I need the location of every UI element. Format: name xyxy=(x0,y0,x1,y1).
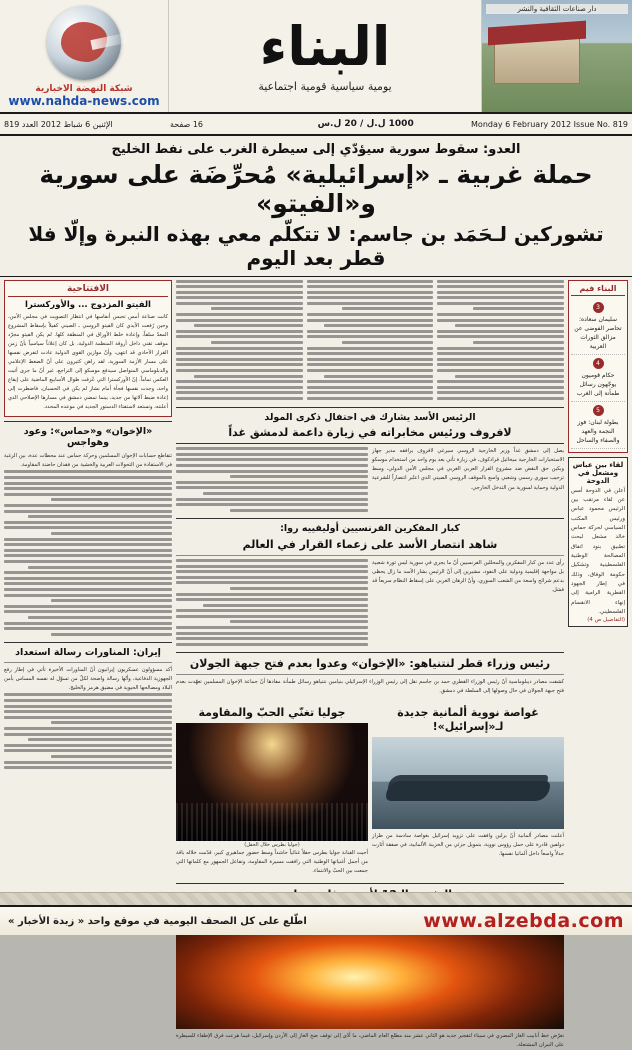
article-body: أعلنت مصادر ألمانية أنّ برلين وافقت على تزويد إسرائيل بغواصة سادسة من طراز دولفين قادرة على حمل رؤوس نووية، بتمويل جزئي من الخزينة الألمانية، في صفقة أثارت جدلاً واسعاً داخل ألمانيا نفسها. xyxy=(372,832,564,858)
article-body: رأى عدد من كبار المفكرين والمحللين الفرنسيين أنّ ما يجري في سورية ليس ثورة شعبية بل مواجهة إقليمية ودولية على النفوذ، مشيرين إلى أنّ الرئيس بشار الأسد ما زال يحظى بدعم شرائح واسعة من الشعب السوري، وأنّ الرهان الغربي على إسقاط النظام سريعاً قد فشل. xyxy=(372,559,564,594)
article-damascus-visit[interactable] xyxy=(176,407,564,515)
concert-photo xyxy=(176,723,368,841)
footer-url[interactable]: www.alzebda.com xyxy=(423,910,624,932)
newspaper-subtitle: يومية سياسية قومية اجتماعية xyxy=(258,79,392,93)
masthead-title-block xyxy=(169,0,481,112)
news-column-text xyxy=(437,280,564,400)
page-count: 16 صفحة xyxy=(169,119,204,129)
article-column xyxy=(372,559,564,649)
newspaper-title: البناء xyxy=(259,14,391,78)
text-lines xyxy=(176,559,368,646)
article-iran-maneuvers[interactable] xyxy=(4,642,172,771)
issue-date-en: Monday 6 February 2012 Issue No. 819 xyxy=(471,119,628,129)
article-body: تتقاطع حسابات الإخوان المسلمين وحركة حماس عند محطات عدة، بين الرغبة في الاستفادة من التحولات العربية والخشية من فقدان حاضنة المقاومة. xyxy=(4,453,172,469)
index-item[interactable] xyxy=(571,299,625,355)
divider xyxy=(176,443,564,444)
text-lines xyxy=(4,693,172,769)
editorial-title: الفيتو المزدوج ... والأوركسترا xyxy=(25,299,151,310)
building-photo xyxy=(482,0,632,112)
right-small-box-more[interactable]: (التفاصيل ص 4) xyxy=(587,617,625,624)
index-item-number: 4 xyxy=(593,358,604,369)
article-body: كشفت مصادر ديبلوماسية أنّ رئيس الوزراء القطري حمد بن جاسم نقل إلى رئيس الوزراء الإسرائيلي بنيامين نتنياهو رسائل طمأنة مفادها أنّ جماعة الإخوان المسلمين تعهّدت بعدم فتح جبهة الجولان في حال وصولها إلى السلطة في دمشق. xyxy=(176,679,564,695)
footer-slogan: اطّلع على كل الصحف اليومية في موقع واحد « زبدة الأخبار » xyxy=(8,915,307,927)
submarine-photo xyxy=(372,737,564,829)
article-headline: شاهد انتصار الأسد على زعماء القرار في العالم xyxy=(242,538,498,552)
network-logo-block[interactable] xyxy=(0,0,169,112)
text-lines xyxy=(307,280,434,400)
text-lines xyxy=(437,280,564,400)
headline-block xyxy=(0,136,632,277)
index-item-text: حكام قوميون يوجّهون رسائل طمأنة إلى الغرب xyxy=(576,371,620,397)
masthead-banner-text: دار صناعات الثقافية والنشر xyxy=(486,4,628,14)
article-julia-concert[interactable] xyxy=(176,704,368,876)
article-filler xyxy=(4,470,172,635)
photo-caption: (جوليا بطرس خلال الحفل) xyxy=(244,842,300,849)
index-item[interactable] xyxy=(571,355,625,402)
article-body-continued xyxy=(176,447,368,512)
index-item-number: 5 xyxy=(593,405,604,416)
article-headline: جوليا تغنّي الحبّ والمقاومة xyxy=(198,706,346,720)
article-column xyxy=(176,447,368,514)
index-item[interactable] xyxy=(571,402,625,449)
article-headline: لافروف ورئيس مخابراته في زيارة داعمة لدمشق غداً xyxy=(228,426,512,440)
network-label: شبكة النهضة الاخبارية xyxy=(35,84,133,94)
globe-icon xyxy=(47,6,121,80)
article-headline: «الإخوان» و«حماس»: وعود وهواجس xyxy=(23,425,153,449)
article-headline: رئيس وزراء قطر لنتنياهو: «الإخوان» وعدوا بعدم فتح جبهة الجولان xyxy=(189,657,551,671)
text-lines xyxy=(176,280,303,400)
article-headline: غواصة نووية ألمانية جديدة لـ«إسرائيل»! xyxy=(397,706,539,734)
article-kicker: كبار المفكرين الفرنسيين أوليفييه روا: xyxy=(280,523,460,535)
headline-main: حملة غربية ـ «إسرائيلية» مُحرِّضَة على سورية و«الفيتو» xyxy=(39,160,593,218)
index-item-text: سليمان سعاده: تحاصر الفوضى عن مزالق الثورات العربية xyxy=(574,315,622,350)
news-column xyxy=(437,280,564,403)
article-body: أكد مسؤولون عسكريون إيرانيون أنّ المناورات الأخيرة تأتي في إطار رفع الجهوزية الدفاعية، وأنّها رسالة واضحة لكلّ من تسوّل له نفسه المساس بأمن البلاد ومصالحها الحيوية في مضيق هرمز والخليج. xyxy=(4,667,172,692)
article-column xyxy=(372,447,564,514)
news-column-text xyxy=(176,280,303,400)
top-news-columns xyxy=(176,280,564,403)
column-left xyxy=(4,280,172,937)
price-label: 1000 ل.ل / 20 ل.س xyxy=(317,119,414,129)
bottom-feature-row xyxy=(176,704,564,876)
article-column xyxy=(176,559,368,649)
article-qatar-pm[interactable] xyxy=(176,652,564,696)
ad-strip xyxy=(0,892,632,905)
article-german-sub[interactable] xyxy=(372,704,564,876)
index-item-number: 3 xyxy=(593,302,604,313)
info-bar xyxy=(0,114,632,136)
editorial-box xyxy=(4,280,172,417)
divider xyxy=(4,662,172,663)
masthead xyxy=(0,0,632,114)
article-body: تعرّض خط أنابيب الغاز المصري في سيناء لتفجير جديد هو الثاني عشر منذ مطلع العام الماضي، ما أدّى إلى توقف ضخ الغاز إلى الأردن وإسرائيل، فيما هرعت فرق الإطفاء للسيطرة على النيران المشتعلة. xyxy=(176,1033,564,1049)
column-middle xyxy=(176,280,564,1049)
article-french-thinkers[interactable] xyxy=(176,518,564,648)
article-filler xyxy=(4,693,172,769)
index-title: البناء فيم xyxy=(571,284,625,296)
article-kicker: الرئيس الأسد يشارك في احتفال ذكرى المولد xyxy=(264,411,476,423)
news-column-text xyxy=(307,280,434,400)
article-unity-hamas[interactable] xyxy=(4,421,172,639)
footer-bar xyxy=(0,905,632,935)
article-columns xyxy=(176,559,564,649)
news-column xyxy=(307,280,434,403)
divider xyxy=(176,555,564,556)
masthead-photo-ad xyxy=(481,0,632,112)
index-item-text: بطولة لبنان: فوز النجمة والعهد والصفاء والساحل xyxy=(576,418,620,444)
page-body xyxy=(0,277,632,1049)
right-small-box xyxy=(568,457,628,628)
network-url[interactable]: www.nahda-news.com xyxy=(8,94,160,108)
editorial-label: الافتتاحية xyxy=(8,284,168,297)
divider xyxy=(176,674,564,675)
right-small-box-text: أعلن في الدوحة أمس عن لقاء مرتقب بين الرئيس محمود عباس ورئيس المكتب السياسي لحركة حماس خالد مشعل لبحث تطبيق بنود اتفاق المصالحة الوطنية الفلسطينية وتشكيل حكومة الوفاق، وذلك في إطار الجهود القطرية الرامية إلى إنهاء الانقسام الفلسطيني. xyxy=(571,487,625,615)
headline-sub: تشوركين لـحَمَد بن جاسم: لا تتكلّم معي بهذه النبرة وإلّا فلا قطر بعد اليوم xyxy=(28,221,604,270)
index-box xyxy=(568,280,628,453)
article-headline: إيران: المناورات رسالة استعداد xyxy=(15,647,161,659)
column-right xyxy=(568,280,628,937)
news-column xyxy=(176,280,303,403)
article-body: يصل إلى دمشق غداً وزير الخارجية الروسي سيرغي لافروف يرافقه مدير جهاز الاستخبارات الخارجية ميخائيل فرادكوف، في زيارة تأتي بعد يوم واحد من استخدام موسكو وبكين حق النقض ضد مشروع القرار العربي الغربي في مجلس الأمن الدولي، وسط ترحيب سوري رسمي وشعبي واسع بالموقف الروسي الصيني الذي اعتُبر انتصاراً للشرعية الدولية وحماية لسورية من التدخل الخارجي. xyxy=(372,448,564,491)
article-columns xyxy=(176,447,564,514)
article-body: أحيت الفنانة جوليا بطرس حفلاً غنائياً حاشداً وسط حضور جماهيري كبير، قدّمت خلاله باقة من أجمل أغنياتها الوطنية التي رافقت مسيرة المقاومة، وتفاعل الجمهور مع كلماتها التي جمعت بين الحبّ والانتماء. xyxy=(176,850,368,875)
editorial-body: كانت صناعة أمس تحبس أنفاسها في انتظار التصويت في مجلس الأمن، وحين رُفعت الأيدي كان الفيتو الروسي ـ الصيني كفيلاً بإسقاط المشروع المعدّ سلفاً، وإعادة خلط الأوراق في المنطقة كلها. لم يكن الفيتو مجرّد موقف تقني داخل أروقة المنظمة الدولية، بل كان إعلاناً سياسياً بأنّ زمن القرار الأحادي قد انتهى، وأنّ موازين القوى الدولية عادت لتفرض نفسها على مسار الأزمة السورية. لقد راهن كثيرون على أنّ الضغط الإعلامي والدبلوماسي المتواصل سيدفع موسكو إلى التراجع، غير أنّ ما جرى أثبت العكس تماماً. إنّ الأوركسترا التي عُزفت طوال الأسابيع الماضية على إيقاع واحد، وجدت نفسها فجأة أمام نشاز لم يكن في الحسبان، فاضطرت إلى إعادة ضبط آلاتها من جديد، بينما تمضي دمشق في مسارها الإصلاحي الذي أعلنته، وتستعد لاستفتاء الدستور الجديد في موعده المحدد. xyxy=(8,313,168,411)
text-lines xyxy=(176,447,368,512)
issue-date-ar: الإثنين 6 شباط 2012 العدد 819 xyxy=(4,119,113,129)
right-small-box-title: لقاء بين عباس ومشعل في الدوحة xyxy=(572,460,624,485)
text-lines xyxy=(4,470,172,635)
headline-kicker: العدو: سقوط سورية سيؤدّي إلى سيطرة الغرب على نفط الخليج xyxy=(111,142,521,157)
article-body-continued xyxy=(176,559,368,646)
